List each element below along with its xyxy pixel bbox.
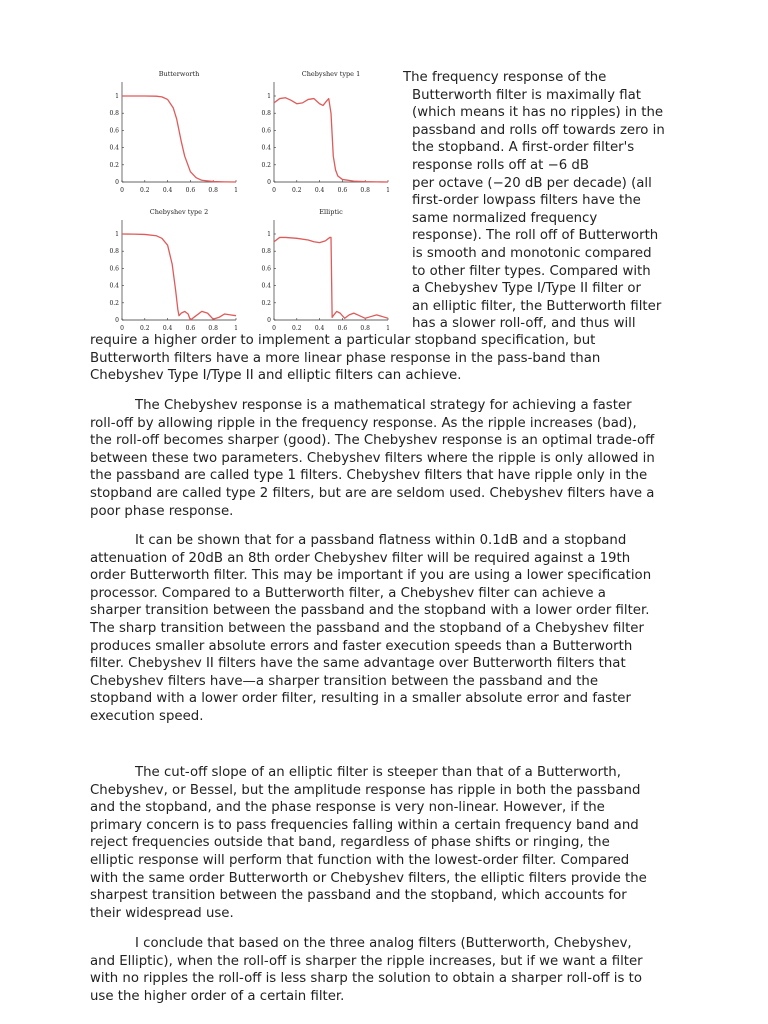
x-tick-label: 0 <box>272 187 276 194</box>
x-tick-label: 0.2 <box>140 325 150 332</box>
y-tick-label: 0.2 <box>261 299 271 307</box>
y-tick-label: 0.4 <box>261 144 271 152</box>
text-line: the stopband. A first-order filter's <box>412 140 635 156</box>
text-line: produces smaller absolute errors and faster execution speeds than a Butterworth <box>90 638 633 654</box>
text-line: per octave (−20 dB per decade) (all <box>412 175 652 191</box>
x-tick-label: 0.4 <box>162 325 173 332</box>
text-line: is smooth and monotonic compared <box>412 245 652 261</box>
text-line: It can be shown that for a passband flatness within 0.1dB and a stopband <box>135 533 627 548</box>
text-line: primary concern is to pass frequencies falling within a certain frequency band and <box>90 817 639 833</box>
text-line: has a slower roll-off, and thus will <box>412 316 636 332</box>
y-tick-label: 0.6 <box>261 127 271 135</box>
response-curve <box>274 237 388 318</box>
y-tick-label: 0.4 <box>261 282 271 290</box>
text-line: with no ripples the roll-off is less sharp the solution to obtain a sharper roll-off is to <box>90 971 642 987</box>
y-tick-label: 0.8 <box>261 110 271 118</box>
plot-title: Elliptic <box>319 208 343 216</box>
y-tick-label: 0.4 <box>109 144 119 152</box>
x-tick-label: 0.8 <box>208 325 218 332</box>
butterworth-plot <box>108 68 248 198</box>
y-tick-label: 0 <box>115 179 119 186</box>
elliptic-plot <box>260 206 400 336</box>
text-line: stopband are called type 2 filters, but are are seldom used. Chebyshev filters have a <box>90 485 655 501</box>
butterworth-paragraph <box>403 69 675 333</box>
response-curve <box>274 98 388 182</box>
x-tick-label: 0 <box>120 325 124 332</box>
text-line: poor phase response. <box>90 503 234 519</box>
x-tick-label: 0.6 <box>185 187 196 194</box>
chebyshev-type1-plot <box>260 68 400 198</box>
text-line: same normalized frequency <box>412 210 598 226</box>
text-line: I conclude that based on the three analog filters (Butterworth, Chebyshev, <box>135 936 632 951</box>
elliptic-paragraph <box>90 764 690 922</box>
x-tick-label: 1 <box>386 187 390 194</box>
conclusion-paragraph <box>90 935 690 1005</box>
x-tick-label: 0.2 <box>292 325 302 332</box>
y-tick-label: 0.8 <box>109 110 119 118</box>
x-tick-label: 1 <box>234 325 238 332</box>
text-line: use the higher order of a certain filter. <box>90 988 345 1004</box>
text-line: roll-off by allowing ripple in the frequency response. As the ripple increases (bad), <box>90 415 637 431</box>
plot-title: Butterworth <box>158 70 200 78</box>
y-tick-label: 0.4 <box>109 282 119 290</box>
text-line: order Butterworth filter. This may be important if you are using a lower specification <box>90 568 652 584</box>
y-tick-label: 1 <box>267 93 271 100</box>
text-line: attenuation of 20dB an 8th order Chebyshev filter will be required against a 19th <box>90 550 631 566</box>
text-line: require a higher order to implement a particular stopband specification, but <box>90 333 596 348</box>
y-tick-label: 0.8 <box>109 248 119 256</box>
x-tick-label: 1 <box>386 325 390 332</box>
text-line: The frequency response of the <box>403 70 607 85</box>
y-tick-label: 0.8 <box>261 248 271 256</box>
text-line: a Chebyshev Type I/Type II filter or <box>412 281 641 297</box>
text-line: elliptic response will perform that function with the lowest-order filter. Compared <box>90 852 630 868</box>
text-line: passband and rolls off towards zero in <box>412 122 665 138</box>
x-tick-label: 0 <box>272 325 276 332</box>
comparison-paragraph <box>90 532 690 726</box>
text-line: The Chebyshev response is a mathematical strategy for achieving a faster <box>135 398 632 413</box>
text-line: with the same order Butterworth or Chebyshev filters, the elliptic filters provide the <box>90 870 647 886</box>
text-line: response rolls off at −6 dB <box>412 157 589 173</box>
text-line: and Elliptic), when the roll-off is sharper the ripple increases, but if we want a filter <box>90 953 643 969</box>
text-line: an elliptic filter, the Butterworth filter <box>412 298 662 314</box>
text-line: The cut-off slope of an elliptic filter is steeper than that of a Butterworth, <box>135 765 621 780</box>
x-tick-label: 0 <box>120 187 124 194</box>
y-tick-label: 0.6 <box>109 265 119 273</box>
text-line: execution speed. <box>90 708 204 724</box>
plot-title: Chebyshev type 1 <box>301 70 361 78</box>
y-tick-label: 1 <box>267 231 271 238</box>
text-line: Butterworth filter is maximally flat <box>412 87 641 103</box>
y-tick-label: 1 <box>115 93 119 100</box>
text-line: filter. Chebyshev II filters have the same advantage over Butterworth filters that <box>90 656 626 672</box>
y-tick-label: 0.2 <box>109 299 119 307</box>
x-tick-label: 0.6 <box>185 325 196 332</box>
x-tick-label: 0.2 <box>292 187 302 194</box>
chebyshev-type2-plot <box>108 206 248 336</box>
filter-response-figure <box>108 68 400 336</box>
x-tick-label: 0.4 <box>314 325 325 332</box>
y-tick-label: 0 <box>267 317 271 324</box>
text-line: Butterworth filters have a more linear phase response in the pass-band than <box>90 350 601 366</box>
chebyshev-paragraph <box>90 397 690 520</box>
butterworth-paragraph-continued <box>90 332 682 385</box>
response-curve <box>122 234 236 320</box>
y-tick-label: 0.2 <box>109 161 119 169</box>
text-line: sharpest transition between the passband and the stopband, which accounts for <box>90 888 627 904</box>
x-tick-label: 0.4 <box>314 187 325 194</box>
text-line: Chebyshev filters have—a sharper transition between the passband and the <box>90 673 599 689</box>
y-tick-label: 0.2 <box>261 161 271 169</box>
x-tick-label: 0.6 <box>337 187 348 194</box>
plot-title: Chebyshev type 2 <box>149 208 209 216</box>
text-line: between these two parameters. Chebyshev filters where the ripple is only allowed in <box>90 450 655 466</box>
text-line: Chebyshev, or Bessel, but the amplitude response has ripple in both the passband <box>90 782 641 798</box>
y-tick-label: 0.6 <box>109 127 119 135</box>
text-line: (which means it has no ripples) in the <box>412 105 664 121</box>
y-tick-label: 0 <box>267 179 271 186</box>
text-line: response). The roll off of Butterworth <box>412 228 659 244</box>
x-tick-label: 0.8 <box>360 325 370 332</box>
text-line: reject frequencies outside that band, regardless of phase shifts or ringing, the <box>90 835 610 851</box>
y-tick-label: 0 <box>115 317 119 324</box>
text-line: the roll-off becomes sharper (good). The Chebyshev response is an optimal trade-off <box>90 433 655 449</box>
y-tick-label: 1 <box>115 231 119 238</box>
text-line: first-order lowpass filters have the <box>412 193 641 209</box>
x-tick-label: 0.8 <box>360 187 370 194</box>
x-tick-label: 0.4 <box>162 187 173 194</box>
text-line: the passband are called type 1 filters. Chebyshev filters that have ripple only in the <box>90 468 648 484</box>
response-curve <box>122 96 236 182</box>
text-line: Chebyshev Type I/Type II and elliptic filters can achieve. <box>90 368 462 384</box>
text-line: sharper transition between the passband and the stopband with a lower order filter. <box>90 603 650 619</box>
text-line: their widespread use. <box>90 905 234 921</box>
x-tick-label: 0.6 <box>337 325 348 332</box>
text-line: processor. Compared to a Butterworth filter, a Chebyshev filter can achieve a <box>90 585 606 601</box>
x-tick-label: 0.8 <box>208 187 218 194</box>
x-tick-label: 0.2 <box>140 187 150 194</box>
y-tick-label: 0.6 <box>261 265 271 273</box>
text-line: stopband with a lower order filter, resulting in a smaller absolute error and faster <box>90 691 631 707</box>
x-tick-label: 1 <box>234 187 238 194</box>
text-line: to other filter types. Compared with <box>412 263 651 279</box>
text-line: The sharp transition between the passband and the stopband of a Chebyshev filter <box>90 620 644 636</box>
text-line: and the stopband, and the phase response is very non-linear. However, if the <box>90 800 605 816</box>
